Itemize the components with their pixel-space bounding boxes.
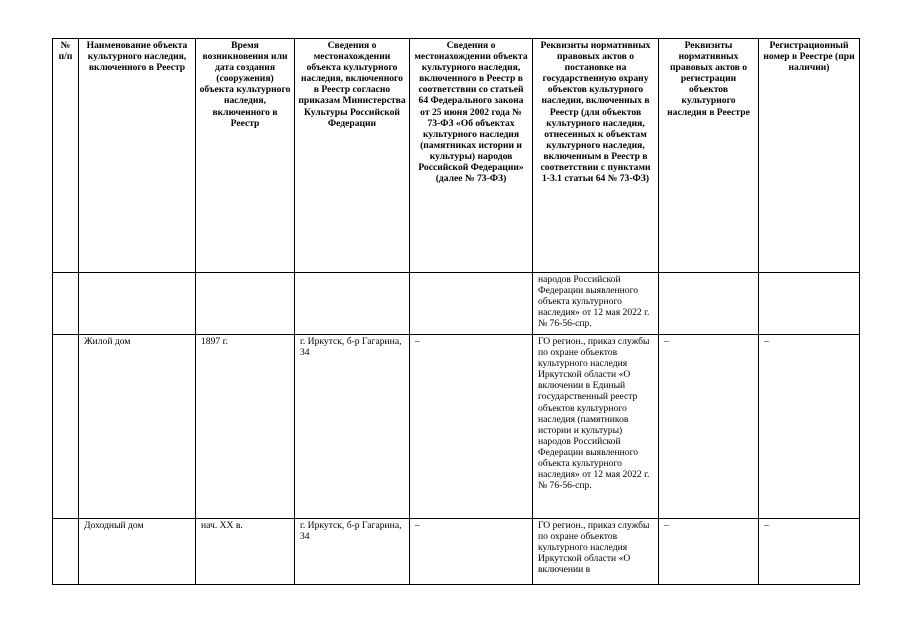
cell-location-article-64: – bbox=[410, 519, 533, 585]
cell-location-ministry bbox=[295, 273, 410, 335]
cultural-heritage-registry-table bbox=[52, 38, 860, 585]
header-number: № п/п bbox=[53, 39, 79, 273]
cell-number bbox=[53, 335, 79, 519]
table-row bbox=[53, 519, 860, 585]
cell-location-article-64: – bbox=[410, 335, 533, 519]
cell-creation-date: нач. XX в. bbox=[196, 519, 295, 585]
cell-registration-acts: – bbox=[659, 519, 759, 585]
header-location-ministry: Сведения о местонахождении объекта культурного наследия, включенного в Реестр согласно приказам Министерства Культуры Российской Федерации bbox=[295, 39, 410, 273]
header-location-article-64: Сведения о местонахождении объекта культурного наследия, включенного в Реестр в соответствии со статьей 64 Федерального закона от 25 июня 2002 года № 73-ФЗ «Об объектах культурного наследия (памятниках истории и культуры) народов Российской Федерации» (далее № 73-ФЗ) bbox=[410, 39, 533, 273]
cell-registration-number: – bbox=[759, 335, 860, 519]
cell-object-name bbox=[79, 273, 196, 335]
table-row bbox=[53, 273, 860, 335]
cell-number bbox=[53, 273, 79, 335]
cell-object-name: Жилой дом bbox=[79, 335, 196, 519]
header-protection-acts: Реквизиты нормативных правовых актов о постановке на государственную охрану объектов культурного наследия, включенных в Реестр (для объектов культурного наследия, отнесенных к объектам культурного наследия, включенным в Реестр в соответствии с пунктами 1-3.1 статьи 64 № 73-ФЗ) bbox=[533, 39, 659, 273]
cell-registration-acts bbox=[659, 273, 759, 335]
cell-registration-acts: – bbox=[659, 335, 759, 519]
cell-registration-number: – bbox=[759, 519, 860, 585]
cell-number bbox=[53, 519, 79, 585]
table-row bbox=[53, 335, 860, 519]
cell-protection-acts: ГО регион., приказ службы по охране объектов культурного наследия Иркутской области «О включении в Единый государственный реестр объектов культурного наследия (памятников истории и культуры) народов Российской Федерации выявленного объекта культурного наследия» от 12 мая 2022 г. № 76-56-спр. bbox=[533, 335, 659, 519]
cell-location-ministry: г. Иркутск, б-р Гагарина, 34 bbox=[295, 335, 410, 519]
cell-location-ministry: г. Иркутск, б-р Гагарина, 34 bbox=[295, 519, 410, 585]
cell-protection-acts: ГО регион., приказ службы по охране объектов культурного наследия Иркутской области «О включении в bbox=[533, 519, 659, 585]
cell-registration-number bbox=[759, 273, 860, 335]
cell-object-name: Доходный дом bbox=[79, 519, 196, 585]
cell-creation-date: 1897 г. bbox=[196, 335, 295, 519]
table-header-row bbox=[53, 39, 860, 273]
cell-protection-acts: народов Российской Федерации выявленного объекта культурного наследия» от 12 мая 2022 г. № 76-56-спр. bbox=[533, 273, 659, 335]
cell-creation-date bbox=[196, 273, 295, 335]
header-object-name: Наименование объекта культурного наследия, включенного в Реестр bbox=[79, 39, 196, 273]
header-registration-acts: Реквизиты нормативных правовых актов о регистрации объектов культурного наследия в Реестре bbox=[659, 39, 759, 273]
header-creation-date: Время возникновения или дата создания (сооружения) объекта культурного наследия, включенного в Реестр bbox=[196, 39, 295, 273]
cell-location-article-64 bbox=[410, 273, 533, 335]
header-registration-number: Регистрационный номер в Реестре (при наличии) bbox=[759, 39, 860, 273]
